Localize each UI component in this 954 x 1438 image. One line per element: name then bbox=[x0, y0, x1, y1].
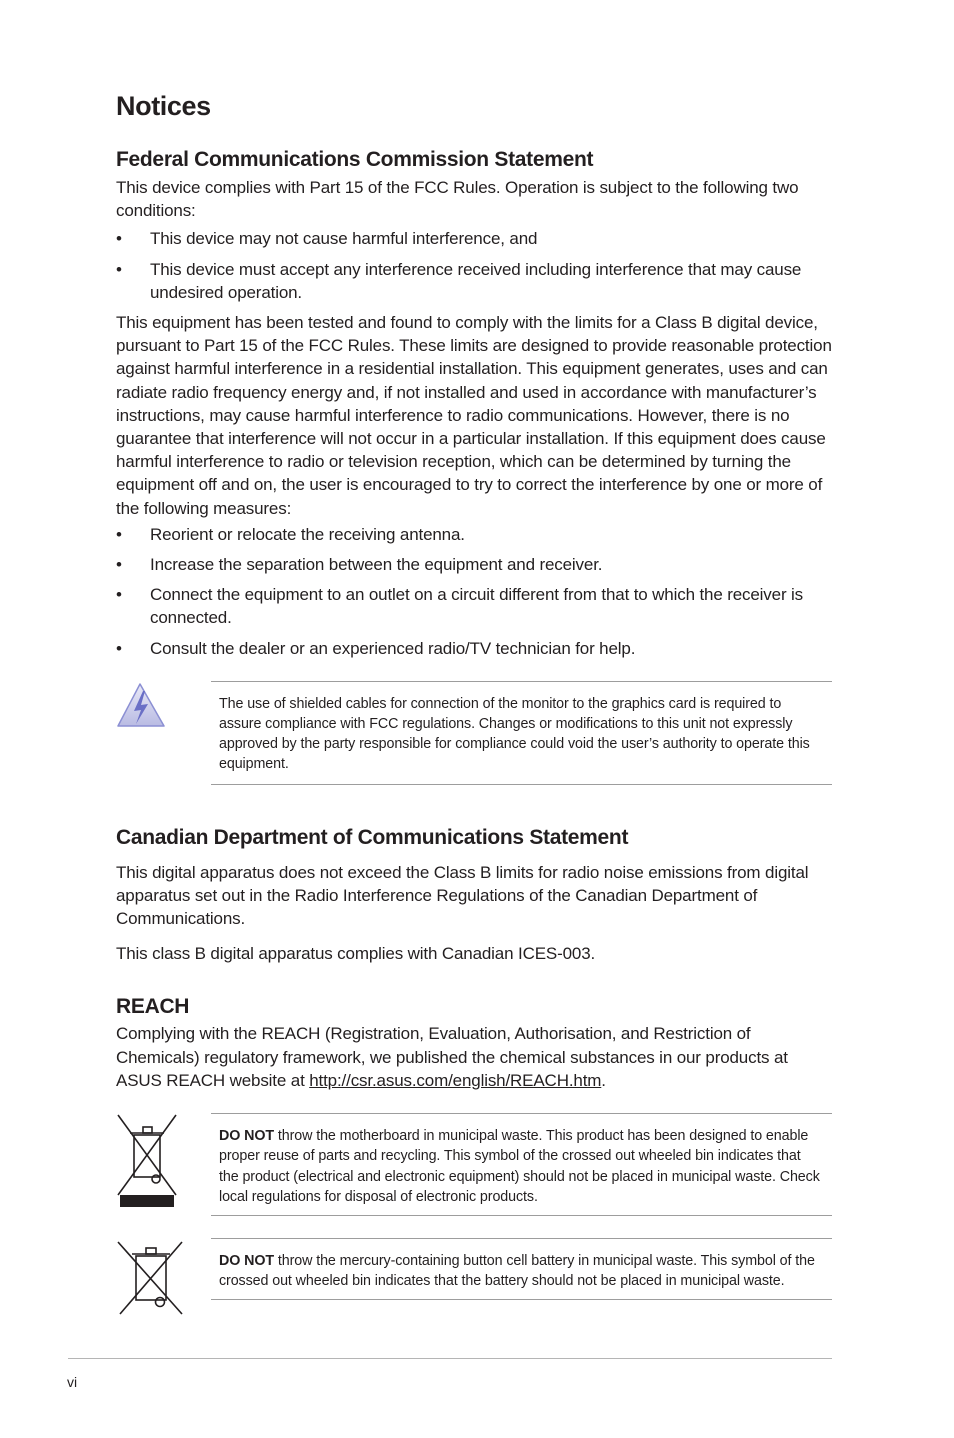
list-item: • This device must accept any interference received including interference that may cause undesired operation. bbox=[116, 259, 802, 302]
canadian-para-2: This class B digital apparatus complies with Canadian ICES-003. bbox=[116, 944, 596, 964]
warning-note bbox=[116, 681, 832, 785]
bullet-icon: • bbox=[116, 524, 122, 544]
bullet-icon: • bbox=[116, 229, 122, 249]
reach-heading: REACH bbox=[116, 995, 190, 1019]
list-item: • Consult the dealer or an experienced radio/TV technician for help. bbox=[116, 637, 832, 660]
disposal-note-battery-text: DO NOT throw the mercury-containing button cell battery in municipal waste. This symbol of the crossed out wheeled bin indicates that the battery should not be placed in municipal waste. bbox=[211, 1238, 832, 1300]
footer-divider bbox=[68, 1358, 832, 1359]
crossed-out-battery-bin-icon bbox=[116, 1240, 186, 1316]
reach-text: Complying with the REACH (Registration, Evaluation, Authorisation, and Restriction of Chemicals) regulatory framework, we published the chemical substances in our products at ASUS REACH website at http://csr.asus.com/english/REACH.htm. bbox=[116, 1024, 788, 1090]
fcc-measures-list bbox=[116, 523, 832, 660]
bullet-icon: • bbox=[116, 259, 122, 279]
canadian-para-1: This digital apparatus does not exceed the Class B limits for radio noise emissions from digital apparatus set out in the Radio Interference Regulations of the Canadian Department of Communications. bbox=[116, 862, 809, 929]
fcc-intro: This device complies with Part 15 of the FCC Rules. Operation is subject to the following two conditions: bbox=[116, 178, 799, 221]
fcc-conditions-list bbox=[116, 227, 832, 304]
fcc-body: This equipment has been tested and found to comply with the limits for a Class B digital device, pursuant to Part 15 of the FCC Rules. These limits are designed to provide reasonable protection against harmful interference in a residential installation. This equipment generates, uses and can radiate radio frequency energy and, if not installed and used in accordance with manufacturer’s instructions, may cause harmful interference to radio communications. However, there is no guarantee that interference will not occur in a particular installation. If this equipment does cause harmful interference to radio or television reception, which can be determined by turning the equipment off and on, the user is encouraged to try to correct the interference by one or more of the following measures: bbox=[116, 313, 832, 518]
list-item: • Increase the separation between the equipment and receiver. bbox=[116, 553, 832, 576]
disposal-note-battery bbox=[116, 1238, 832, 1321]
page-number: vi bbox=[67, 1374, 78, 1390]
warning-note-text: The use of shielded cables for connection of the monitor to the graphics card is required to assure compliance with FCC regulations. Changes or modifications to this unit not expressly approved by the party responsible for compliance could void the user’s authority to operate this equipment. bbox=[211, 681, 832, 785]
bullet-icon: • bbox=[116, 585, 122, 605]
page-title: Notices bbox=[116, 91, 211, 121]
crossed-out-wheeled-bin-icon bbox=[116, 1113, 178, 1209]
warning-lightning-icon bbox=[116, 682, 168, 730]
bullet-icon: • bbox=[116, 638, 122, 658]
bullet-icon: • bbox=[116, 555, 122, 575]
list-item: • Connect the equipment to an outlet on a circuit different from that to which the receiver is connected. bbox=[116, 585, 804, 628]
document-page bbox=[116, 88, 832, 1321]
disposal-note-motherboard-text: DO NOT throw the motherboard in municipal waste. This product has been designed to enable proper reuse of parts and recycling. This symbol of the crossed out wheeled bin indicates that the product (electrical and electronic equipment) should not be placed in municipal waste. Check local regulations for disposal of electronic products. bbox=[211, 1113, 832, 1216]
disposal-note-motherboard bbox=[116, 1113, 832, 1216]
list-item: • This device may not cause harmful interference, and bbox=[116, 227, 832, 250]
fcc-heading: Federal Communications Commission Statement bbox=[116, 148, 594, 171]
list-item: • Reorient or relocate the receiving antenna. bbox=[116, 523, 832, 546]
canadian-heading: Canadian Department of Communications Statement bbox=[116, 825, 629, 849]
reach-website-link[interactable]: http://csr.asus.com/english/REACH.htm bbox=[309, 1070, 602, 1090]
